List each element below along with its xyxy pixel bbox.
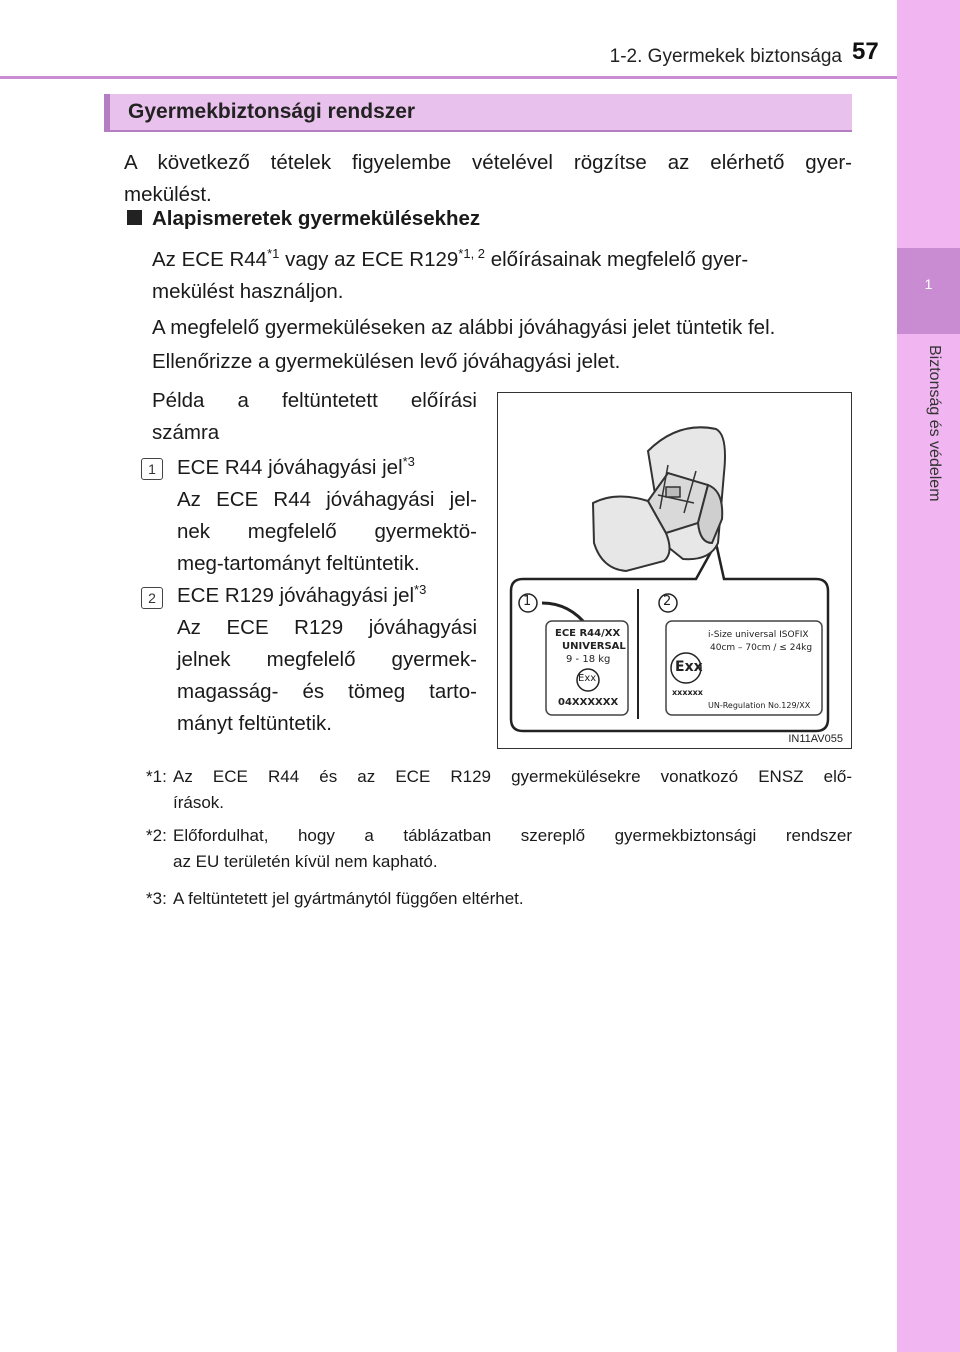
item-2-desc-line: Az ECE R129 jóváhagyási xyxy=(177,616,477,639)
item-2-desc-line: jelnek megfelelő gyermek- xyxy=(177,648,477,671)
footnote-1-line-1: Az ECE R44 és az ECE R129 gyermekülésekre vonatkozó ENSZ elő- xyxy=(173,767,852,786)
item-number-badge-2: 2 xyxy=(141,587,163,609)
header-rule xyxy=(0,76,897,79)
example-line-2: számra xyxy=(152,421,220,444)
child-seat-icon xyxy=(593,427,725,571)
item-1-desc-line: meg-tartományt feltüntetik. xyxy=(177,552,420,575)
basics-heading: Alapismeretek gyermekülésekhez xyxy=(152,207,481,230)
footnote-1 xyxy=(146,764,852,812)
approval-mark-figure xyxy=(497,392,852,749)
chapter-title: Biztonság és védelem xyxy=(926,345,943,502)
figure-code: IN11AV055 xyxy=(788,733,843,745)
item-1-desc-line: Az ECE R44 jóváhagyási jel- xyxy=(177,488,477,511)
basics-paragraph-2: A megfelelő gyermeküléseken az alábbi jóváhagyási jelet tüntetik fel. xyxy=(152,316,776,339)
r44-e-mark: Exx xyxy=(578,673,597,684)
chapter-side-tab xyxy=(897,0,960,1352)
r129-label-line-2: 40cm – 70cm / ≤ 24kg xyxy=(710,643,813,653)
r44-approval-number: 04XXXXXX xyxy=(558,697,619,708)
section-title-bar xyxy=(104,94,852,130)
r129-e-mark: Exx xyxy=(675,659,703,675)
footnote-colon: : xyxy=(162,826,167,845)
item-1-title-text: ECE R44 jóváhagyási jel xyxy=(177,456,403,479)
figure-callout-1-number: 1 xyxy=(523,594,532,609)
basics-paragraph-1 xyxy=(152,244,748,276)
p1-superscript-2: *1, 2 xyxy=(458,246,486,262)
footnote-marker-2: *2 xyxy=(146,826,163,845)
footnote-colon: : xyxy=(162,889,167,908)
footnote-2 xyxy=(146,823,852,871)
item-1-desc-line: nek megfelelő gyermektö- xyxy=(177,520,477,543)
chapter-number: 1 xyxy=(924,276,933,292)
section-title: Gyermekbiztonsági rendszer xyxy=(128,100,416,123)
basics-paragraph-1-line-2: mekülést használjon. xyxy=(152,280,344,303)
footnote-2-line-1: Előfordulhat, hogy a táblázatban szereplő gyermekbiztonsági rendszer xyxy=(173,826,852,845)
footnote-3 xyxy=(146,886,852,912)
r44-label-line-3: 9 - 18 kg xyxy=(566,654,611,665)
footnote-marker-1: *1 xyxy=(146,767,163,786)
item-1-superscript: *3 xyxy=(402,454,415,470)
footnote-2-line-2: az EU területén kívül nem kapható. xyxy=(173,852,438,871)
p1-text-b: vagy az ECE R129 xyxy=(279,248,459,271)
r129-approval-number: xxxxxx xyxy=(672,688,703,697)
r129-label-line-1: i-Size universal ISOFIX xyxy=(708,630,809,640)
p1-text-c: előírásainak megfelelő gyer- xyxy=(485,248,749,271)
r44-label-line-2: UNIVERSAL xyxy=(562,641,626,652)
figure-callout-2-number: 2 xyxy=(663,594,672,609)
example-line-1: Példa a feltüntetett előírási xyxy=(152,389,477,412)
r129-regulation-text: UN-Regulation No.129/XX xyxy=(708,701,811,710)
item-2-desc-line: magasság- és tömeg tarto- xyxy=(177,680,477,703)
item-2-superscript: *3 xyxy=(414,582,427,598)
footnote-marker-3: *3 xyxy=(146,889,163,908)
item-1-title xyxy=(177,452,415,484)
item-2-title xyxy=(177,580,426,612)
square-bullet-icon xyxy=(127,210,142,225)
intro-line-1: A következő tételek figyelembe vételével rögzítse az elérhető gyer- xyxy=(124,151,852,174)
item-2-title-text: ECE R129 jóváhagyási jel xyxy=(177,584,415,607)
basics-paragraph-3: Ellenőrizze a gyermekülésen levő jóváhagyási jelet. xyxy=(152,350,621,373)
footnote-3-line-1: A feltüntetett jel gyártmánytól függően eltérhet. xyxy=(173,889,524,908)
section-rule xyxy=(104,130,852,132)
page-number: 57 xyxy=(852,38,879,65)
p1-text-a: Az ECE R44 xyxy=(152,248,268,271)
footnote-1-line-2: írások. xyxy=(173,793,225,812)
running-header-section: 1-2. Gyermekek biztonsága xyxy=(609,46,842,67)
intro-line-2: mekülést. xyxy=(124,183,212,206)
item-number-badge-1: 1 xyxy=(141,458,163,480)
footnote-colon: : xyxy=(162,767,167,786)
p1-superscript-1: *1 xyxy=(267,246,280,262)
item-2-desc-line: mányt feltüntetik. xyxy=(177,712,332,735)
r44-label-line-1: ECE R44/XX xyxy=(555,628,621,639)
